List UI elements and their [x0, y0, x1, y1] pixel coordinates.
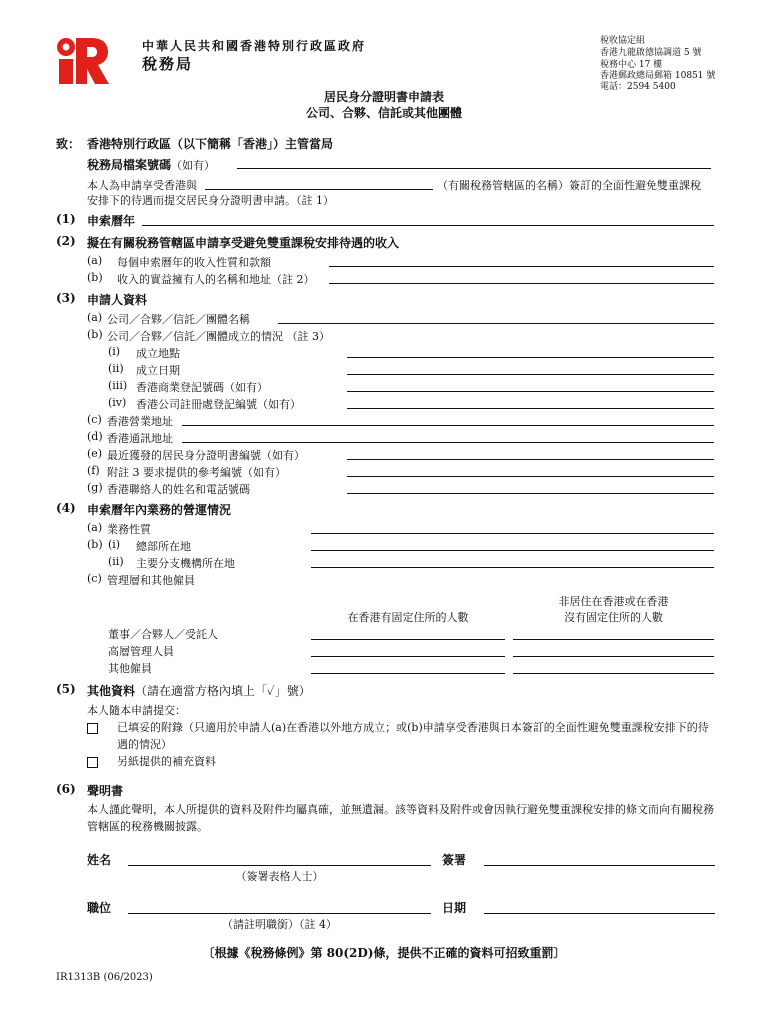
- other-nonresident-field[interactable]: [513, 673, 714, 674]
- correspondence-address-field[interactable]: [182, 442, 714, 443]
- s4-a-text: 業務性質: [107, 523, 151, 536]
- supplementary-option-text: 另紙提供的補充資料: [117, 755, 216, 768]
- s4-b-i-text: 總部所在地: [136, 540, 191, 553]
- s5-intro: 本人隨本申請提交：: [87, 704, 186, 717]
- br-number-field[interactable]: [347, 391, 714, 392]
- address-line-3: 香港郵政總局郵箱 10851 號: [600, 71, 716, 81]
- reference-number-field[interactable]: [347, 476, 714, 477]
- appendix-option-text: 已填妥的附錄（只適用於申請人(a)在香港以外地方成立；或(b)申請享受香港與日本簽訂的全面性避免雙重課稅安排下的待遇的情況）: [117, 721, 709, 751]
- s3-b-i-text: 成立地點: [136, 347, 180, 360]
- post-label: 職位: [87, 901, 112, 915]
- col-header-non-resident-2: 沒有固定住所的人數: [564, 611, 663, 624]
- s6-num: (6): [56, 782, 76, 796]
- s5-title-row: [87, 682, 311, 699]
- s3-b-tag: (b): [87, 328, 103, 341]
- s3-b-iv-text: 香港公司註冊處登記編號（如有）: [136, 398, 301, 411]
- address-line-2: 稅務中心 17 樓: [600, 60, 663, 70]
- s3-g-tag: (g): [87, 481, 103, 494]
- s2-a-text: 每個申索曆年的收入性質和款額: [117, 256, 271, 269]
- s4-title: 申索曆年內業務的營運情況: [87, 503, 232, 517]
- s5-title: 其他資料: [87, 684, 136, 698]
- s6-title: 聲明書: [87, 784, 124, 798]
- staff-row-senior: 高層管理人員: [108, 645, 174, 658]
- gov-name: 中華人民共和國香港特別行政區政府: [142, 39, 367, 53]
- s3-b-ii-tag: (ii): [108, 362, 124, 375]
- ird-logo: [54, 32, 110, 86]
- to-authority: 香港特別行政區（以下簡稱「香港」）主管當局: [87, 137, 334, 151]
- appendix-checkbox[interactable]: [87, 723, 98, 734]
- s4-b-ii-tag: (ii): [108, 555, 124, 568]
- s2-title: 擬在有關稅務管轄區申請享受避免雙重課稅安排待遇的收入: [87, 236, 400, 250]
- s3-a-text: 公司／合夥／信託／團體名稱: [107, 313, 250, 326]
- s3-b-text: 公司／合夥／信託／團體成立的情況 （註 3）: [107, 330, 330, 343]
- s5-hint: （請在適當方格內填上「✓」號）: [135, 684, 311, 698]
- s3-e-tag: (e): [87, 447, 103, 460]
- s4-num: (4): [56, 501, 76, 515]
- s4-b-ii-text: 主要分支機構所在地: [136, 557, 235, 570]
- file-no-text: 稅務局檔案號碼: [87, 158, 172, 172]
- s4-c-text: 管理層和其他僱員: [107, 574, 195, 587]
- post-field[interactable]: [128, 913, 431, 914]
- jurisdiction-field[interactable]: [205, 189, 433, 190]
- post-hint: （請註明職銜）（註 4）: [222, 918, 337, 931]
- name-hint: （簽署表格人士）: [235, 870, 324, 883]
- s3-b-i-tag: (i): [108, 345, 121, 358]
- form-title: 居民身分證明書申請表: [323, 90, 444, 104]
- staff-row-other: 其他僱員: [108, 662, 152, 675]
- entity-name-field[interactable]: [278, 323, 714, 324]
- signature-field[interactable]: [484, 865, 715, 866]
- penalty-warning: 〔根據《稅務條例》第 80(2D)條，提供不正確的資料可招致重罰〕: [202, 946, 566, 960]
- s3-c-tag: (c): [87, 413, 102, 426]
- s3-b-iv-tag: (iv): [108, 396, 127, 409]
- date-of-incorporation-field[interactable]: [347, 374, 714, 375]
- s4-b-tag: (b): [87, 538, 103, 551]
- date-field[interactable]: [484, 913, 715, 914]
- other-resident-field[interactable]: [311, 673, 505, 674]
- last-certificate-number-field[interactable]: [347, 459, 714, 460]
- s5-num: (5): [56, 682, 76, 696]
- name-label: 姓名: [87, 853, 112, 867]
- contact-person-field[interactable]: [347, 493, 714, 494]
- s3-f-text: 附註 3 要求提供的參考編號（如有）: [107, 466, 286, 479]
- s3-e-text: 最近獲發的居民身分證明書編號（如有）: [107, 449, 305, 462]
- beneficial-owner-field[interactable]: [329, 283, 714, 284]
- staff-row-directors: 董事／合夥人／受託人: [108, 628, 218, 641]
- ird-logo-icon: [54, 32, 110, 86]
- file-no-field[interactable]: [237, 168, 711, 169]
- file-no-label: [87, 156, 215, 173]
- place-of-incorporation-field[interactable]: [347, 357, 714, 358]
- senior-resident-field[interactable]: [311, 656, 505, 657]
- to-label: 致：: [56, 137, 81, 151]
- s3-a-tag: (a): [87, 311, 103, 324]
- s3-title: 申請人資料: [87, 293, 148, 307]
- s3-d-text: 香港通訊地址: [107, 432, 173, 445]
- col-header-resident: 在香港有固定住所的人數: [347, 611, 469, 624]
- form-subtitle: 公司、合夥、信託或其他團體: [305, 106, 462, 120]
- address-line-1: 香港九龍啟德協調道 5 號: [600, 48, 702, 58]
- s2-num: (2): [56, 234, 76, 248]
- s1-num: (1): [56, 212, 76, 226]
- business-nature-field[interactable]: [311, 533, 714, 534]
- phone: 電話：2594 5400: [600, 82, 676, 92]
- s2-a-tag: (a): [87, 254, 103, 267]
- s1-title: 申索曆年: [87, 214, 136, 228]
- intro-suffix: （有關稅務管轄區的名稱）簽訂的全面性避免雙重課稅: [437, 179, 701, 192]
- s3-b-ii-text: 成立日期: [136, 364, 180, 377]
- form-code: IR1313B (06/2023): [56, 972, 153, 983]
- income-nature-field[interactable]: [329, 266, 714, 267]
- signature-label: 簽署: [442, 853, 467, 867]
- s3-b-iii-text: 香港商業登記號碼（如有）: [136, 381, 268, 394]
- s4-c-tag: (c): [87, 572, 102, 585]
- s3-f-tag: (f): [87, 464, 100, 477]
- senior-nonresident-field[interactable]: [513, 656, 714, 657]
- claim-year-field[interactable]: [142, 225, 714, 226]
- main-branch-field[interactable]: [311, 567, 714, 568]
- intro-prefix: 本人為申請享受香港與: [87, 179, 197, 192]
- s3-b-iii-tag: (iii): [108, 379, 128, 392]
- col-header-non-resident-1: 非居住在香港或在香港: [558, 595, 669, 608]
- unit-name: 稅收協定組: [600, 36, 646, 46]
- s4-b-i-tag: (i): [108, 538, 121, 551]
- s3-g-text: 香港聯絡人的姓名和電話號碼: [107, 483, 250, 496]
- s3-d-tag: (d): [87, 430, 103, 443]
- business-address-field[interactable]: [182, 425, 714, 426]
- head-office-field[interactable]: [311, 550, 714, 551]
- supplementary-checkbox[interactable]: [87, 757, 98, 768]
- s2-b-tag: (b): [87, 271, 103, 284]
- name-field[interactable]: [128, 865, 431, 866]
- date-label: 日期: [442, 901, 467, 915]
- s3-num: (3): [56, 291, 76, 305]
- dept-name: 稅務局: [142, 55, 194, 73]
- directors-nonresident-field[interactable]: [513, 639, 714, 640]
- s4-a-tag: (a): [87, 521, 103, 534]
- declaration-text: 本人謹此聲明，本人所提供的資料及附件均屬真確，並無遺漏。該等資料及附件或會因執行避免雙重課稅安排的條文而向有關稅務管轄區的稅務機關披露。: [87, 803, 714, 833]
- intro-line-2: 安排下的待遇而提交居民身分證明書申請。（註 1）: [87, 194, 334, 207]
- file-no-hint: （如有）: [171, 159, 216, 172]
- s3-c-text: 香港營業地址: [107, 415, 173, 428]
- s2-b-text: 收入的實益擁有人的名稱和地址（註 2）: [117, 273, 315, 286]
- cr-number-field[interactable]: [347, 408, 714, 409]
- directors-resident-field[interactable]: [311, 639, 505, 640]
